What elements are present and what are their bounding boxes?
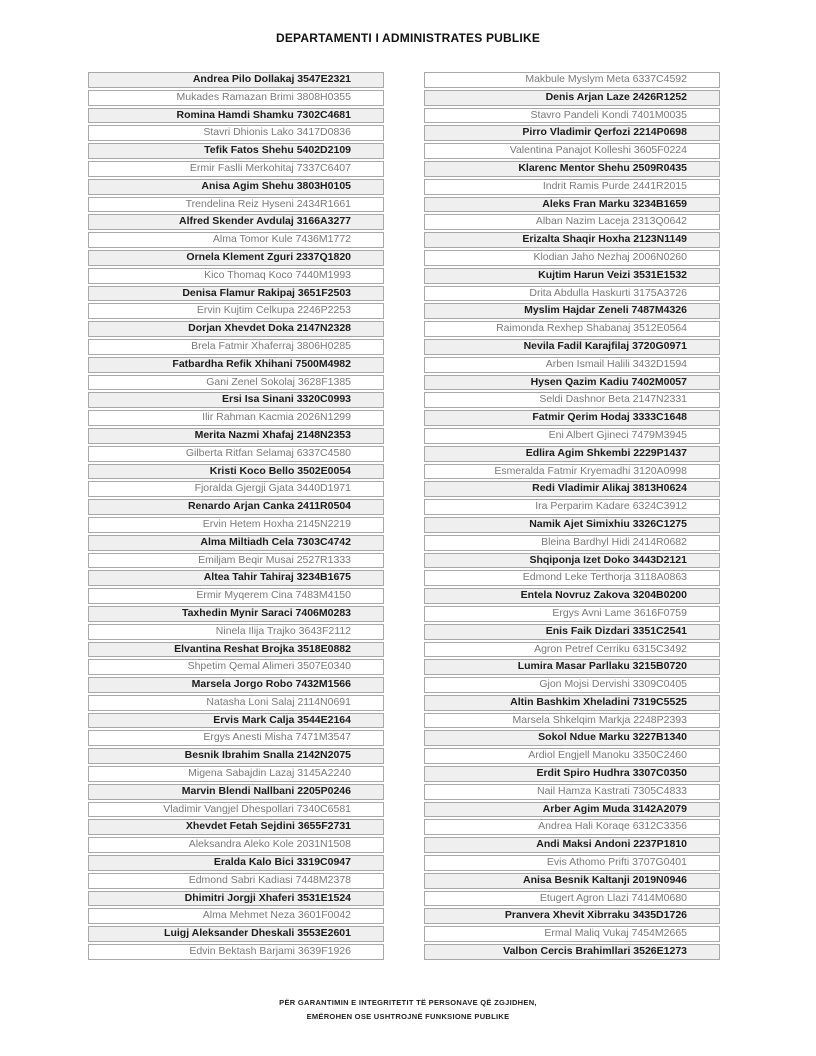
person-entry: Gani Zenel Sokolaj 3628F1385 xyxy=(88,375,384,391)
person-entry: Alma Miltiadh Cela 7303C4742 xyxy=(88,535,384,551)
person-entry: Aleks Fran Marku 3234B1659 xyxy=(424,197,720,213)
person-entry: Fjoralda Gjergji Gjata 3440D1971 xyxy=(88,481,384,497)
person-entry: Stavro Pandeli Kondi 7401M0035 xyxy=(424,108,720,124)
person-entry: Ermir Myqerem Cina 7483M4150 xyxy=(88,588,384,604)
person-entry: Edmond Sabri Kadiasi 7448M2378 xyxy=(88,873,384,889)
person-entry: Andi Maksi Andoni 2237P1810 xyxy=(424,837,720,853)
person-entry: Raimonda Rexhep Shabanaj 3512E0564 xyxy=(424,321,720,337)
person-entry: Drita Abdulla Haskurti 3175A3726 xyxy=(424,286,720,302)
person-entry: Anisa Besnik Kaltanji 2019N0946 xyxy=(424,873,720,889)
person-entry: Vladimir Vangjel Dhespollari 7340C6581 xyxy=(88,802,384,818)
person-entry: Migena Sabajdin Lazaj 3145A2240 xyxy=(88,766,384,782)
person-entry: Lumira Masar Parllaku 3215B0720 xyxy=(424,659,720,675)
person-entry: Seldi Dashnor Beta 2147N2331 xyxy=(424,392,720,408)
person-entry: Besnik Ibrahim Snalla 2142N2075 xyxy=(88,748,384,764)
footer-note xyxy=(0,996,816,1023)
person-entry: Taxhedin Mynir Saraci 7406M0283 xyxy=(88,606,384,622)
person-entry: Denisa Flamur Rakipaj 3651F2503 xyxy=(88,286,384,302)
person-entry: Gjon Mojsi Dervishi 3309C0405 xyxy=(424,677,720,693)
person-entry: Enis Faik Dizdari 3351C2541 xyxy=(424,624,720,640)
person-entry: Arben Ismail Halili 3432D1594 xyxy=(424,357,720,373)
person-entry: Ersi Isa Sinani 3320C0993 xyxy=(88,392,384,408)
person-entry: Andrea Hali Koraqe 6312C3356 xyxy=(424,819,720,835)
person-entry: Edvin Bektash Barjami 3639F1926 xyxy=(88,944,384,960)
person-entry: Namik Ajet Simixhiu 3326C1275 xyxy=(424,517,720,533)
person-entry: Tefik Fatos Shehu 5402D2109 xyxy=(88,143,384,159)
person-entry: Pranvera Xhevit Xibrraku 3435D1726 xyxy=(424,908,720,924)
person-entry: Trendelina Reiz Hyseni 2434R1661 xyxy=(88,197,384,213)
person-entry: Xhevdet Fetah Sejdini 3655F2731 xyxy=(88,819,384,835)
footer-line-2: EMËROHEN OSE USHTROJNË FUNKSIONE PUBLIKE xyxy=(306,1011,510,1021)
person-entry: Ninela Ilija Trajko 3643F2112 xyxy=(88,624,384,640)
person-entry: Renardo Arjan Canka 2411R0504 xyxy=(88,499,384,515)
person-entry: Alfred Skender Avdulaj 3166A3277 xyxy=(88,214,384,230)
person-entry: Altin Bashkim Xheladini 7319C5525 xyxy=(424,695,720,711)
person-entry: Kico Thomaq Koco 7440M1993 xyxy=(88,268,384,284)
person-entry: Gilberta Ritfan Selamaj 6337C4580 xyxy=(88,446,384,462)
person-entry: Fatbardha Refik Xhihani 7500M4982 xyxy=(88,357,384,373)
person-entry: Nail Hamza Kastrati 7305C4833 xyxy=(424,784,720,800)
person-entry: Bleina Bardhyl Hidi 2414R0682 xyxy=(424,535,720,551)
person-entry: Denis Arjan Laze 2426R1252 xyxy=(424,90,720,106)
person-entry: Valentina Panajot Kolleshi 3605F0224 xyxy=(424,143,720,159)
person-entry: Kristi Koco Bello 3502E0054 xyxy=(88,464,384,480)
footer-line-1: PËR GARANTIMIN E INTEGRITETIT TË PERSONAVE QË ZGJIDHEN, xyxy=(279,998,537,1007)
person-entry: Indrit Ramis Purde 2441R2015 xyxy=(424,179,720,195)
person-entry: Marsela Jorgo Robo 7432M1566 xyxy=(88,677,384,693)
name-table-right xyxy=(424,72,720,962)
person-entry: Mukades Ramazan Brimi 3808H0355 xyxy=(88,90,384,106)
person-entry: Ermir Faslli Merkohitaj 7337C6407 xyxy=(88,161,384,177)
person-entry: Ervin Hetem Hoxha 2145N2219 xyxy=(88,517,384,533)
person-entry: Redi Vladimir Alikaj 3813H0624 xyxy=(424,481,720,497)
person-entry: Marsela Shkelqim Markja 2248P2393 xyxy=(424,713,720,729)
person-entry: Stavri Dhionis Lako 3417D0836 xyxy=(88,125,384,141)
person-entry: Marvin Blendi Nallbani 2205P0246 xyxy=(88,784,384,800)
person-entry: Eralda Kalo Bici 3319C0947 xyxy=(88,855,384,871)
person-entry: Shpetim Qemal Alimeri 3507E0340 xyxy=(88,659,384,675)
person-entry: Sokol Ndue Marku 3227B1340 xyxy=(424,730,720,746)
person-entry: Shqiponja Izet Doko 3443D2121 xyxy=(424,553,720,569)
person-entry: Ergys Anesti Misha 7471M3547 xyxy=(88,730,384,746)
person-entry: Natasha Loni Salaj 2114N0691 xyxy=(88,695,384,711)
person-entry: Hysen Qazim Kadiu 7402M0057 xyxy=(424,375,720,391)
person-entry: Aleksandra Aleko Kole 2031N1508 xyxy=(88,837,384,853)
person-entry: Ornela Klement Zguri 2337Q1820 xyxy=(88,250,384,266)
person-entry: Agron Petref Cerriku 6315C3492 xyxy=(424,642,720,658)
person-entry: Ardiol Engjell Manoku 3350C2460 xyxy=(424,748,720,764)
person-entry: Ergys Avni Lame 3616F0759 xyxy=(424,606,720,622)
person-entry: Erizalta Shaqir Hoxha 2123N1149 xyxy=(424,232,720,248)
person-entry: Ervin Kujtim Celkupa 2246P2253 xyxy=(88,303,384,319)
person-entry: Dhimitri Jorgji Xhaferi 3531E1524 xyxy=(88,891,384,907)
person-entry: Esmeralda Fatmir Kryemadhi 3120A0998 xyxy=(424,464,720,480)
person-entry: Andrea Pilo Dollakaj 3547E2321 xyxy=(88,72,384,88)
person-entry: Alma Tomor Kule 7436M1772 xyxy=(88,232,384,248)
person-entry: Edmond Leke Terthorja 3118A0863 xyxy=(424,570,720,586)
person-entry: Brela Fatmir Xhaferraj 3806H0285 xyxy=(88,339,384,355)
person-entry: Anisa Agim Shehu 3803H0105 xyxy=(88,179,384,195)
person-entry: Alban Nazim Laceja 2313Q0642 xyxy=(424,214,720,230)
person-entry: Eni Albert Gjineci 7479M3945 xyxy=(424,428,720,444)
person-entry: Dorjan Xhevdet Doka 2147N2328 xyxy=(88,321,384,337)
person-entry: Klarenc Mentor Shehu 2509R0435 xyxy=(424,161,720,177)
person-entry: Evis Athomo Prifti 3707G0401 xyxy=(424,855,720,871)
person-entry: Etugert Agron Llazi 7414M0680 xyxy=(424,891,720,907)
person-entry: Alma Mehmet Neza 3601F0042 xyxy=(88,908,384,924)
person-entry: Edlira Agim Shkembi 2229P1437 xyxy=(424,446,720,462)
person-entry: Kujtim Harun Veizi 3531E1532 xyxy=(424,268,720,284)
person-entry: Ilir Rahman Kacmia 2026N1299 xyxy=(88,410,384,426)
person-entry: Valbon Cercis Brahimllari 3526E1273 xyxy=(424,944,720,960)
person-entry: Klodian Jaho Nezhaj 2006N0260 xyxy=(424,250,720,266)
person-entry: Romina Hamdi Shamku 7302C4681 xyxy=(88,108,384,124)
person-entry: Luigj Aleksander Dheskali 3553E2601 xyxy=(88,926,384,942)
person-entry: Elvantina Reshat Brojka 3518E0882 xyxy=(88,642,384,658)
person-entry: Ervis Mark Calja 3544E2164 xyxy=(88,713,384,729)
person-entry: Emiljam Beqir Musai 2527R1333 xyxy=(88,553,384,569)
person-entry: Pirro Vladimir Qerfozi 2214P0698 xyxy=(424,125,720,141)
person-entry: Erdit Spiro Hudhra 3307C0350 xyxy=(424,766,720,782)
person-entry: Myslim Hajdar Zeneli 7487M4326 xyxy=(424,303,720,319)
name-tables xyxy=(88,72,720,962)
name-table-left xyxy=(88,72,384,962)
person-entry: Merita Nazmi Xhafaj 2148N2353 xyxy=(88,428,384,444)
person-entry: Nevila Fadil Karajfilaj 3720G0971 xyxy=(424,339,720,355)
person-entry: Ermal Maliq Vukaj 7454M2665 xyxy=(424,926,720,942)
page-title: DEPARTAMENTI I ADMINISTRATES PUBLIKE xyxy=(275,31,541,45)
person-entry: Arber Agim Muda 3142A2079 xyxy=(424,802,720,818)
person-entry: Entela Novruz Zakova 3204B0200 xyxy=(424,588,720,604)
person-entry: Ira Perparim Kadare 6324C3912 xyxy=(424,499,720,515)
person-entry: Makbule Myslym Meta 6337C4592 xyxy=(424,72,720,88)
person-entry: Altea Tahir Tahiraj 3234B1675 xyxy=(88,570,384,586)
person-entry: Fatmir Qerim Hodaj 3333C1648 xyxy=(424,410,720,426)
